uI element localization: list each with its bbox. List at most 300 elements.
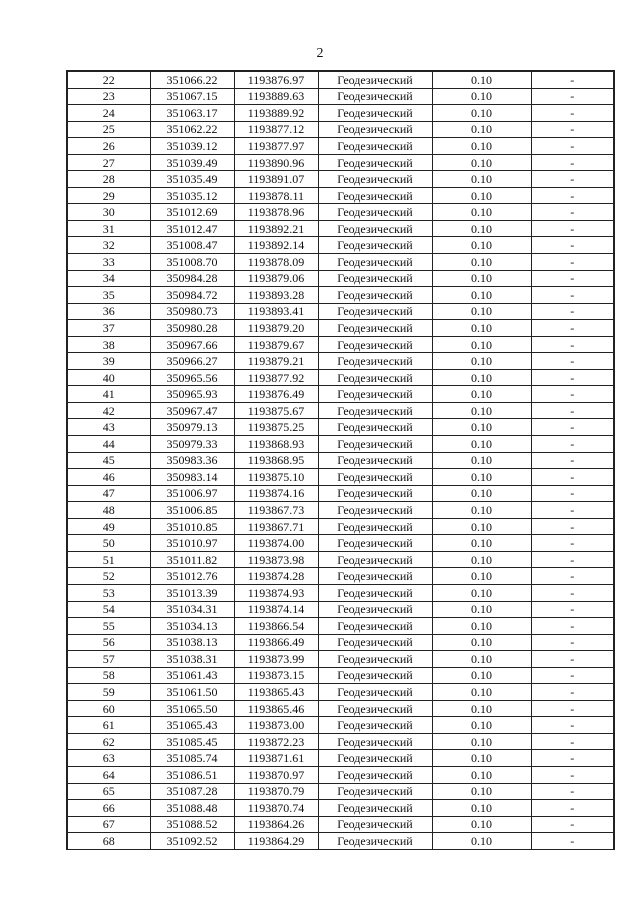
y-coordinate-cell: 1193878.09 [234,254,318,271]
description-cell: - [531,71,614,88]
y-coordinate-cell: 1193893.28 [234,287,318,304]
table-row [67,800,614,817]
method-cell: Геодезический [318,138,432,155]
method-cell: Геодезический [318,502,432,519]
y-coordinate-cell: 1193868.93 [234,436,318,453]
table-row [67,667,614,684]
method-cell: Геодезический [318,287,432,304]
y-coordinate-cell: 1193875.10 [234,469,318,486]
point-number-cell: 48 [67,502,150,519]
method-cell: Геодезический [318,733,432,750]
description-cell: - [531,469,614,486]
accuracy-cell: 0.10 [432,601,531,618]
method-cell: Геодезический [318,88,432,105]
method-cell: Геодезический [318,535,432,552]
y-coordinate-cell: 1193870.74 [234,800,318,817]
y-coordinate-cell: 1193874.14 [234,601,318,618]
accuracy-cell: 0.10 [432,783,531,800]
method-cell: Геодезический [318,436,432,453]
x-coordinate-cell: 351086.51 [150,766,234,783]
accuracy-cell: 0.10 [432,254,531,271]
y-coordinate-cell: 1193878.11 [234,187,318,204]
point-number-cell: 33 [67,254,150,271]
point-number-cell: 38 [67,336,150,353]
description-cell: - [531,684,614,701]
x-coordinate-cell: 351092.52 [150,833,234,850]
point-number-cell: 23 [67,88,150,105]
method-cell: Геодезический [318,336,432,353]
description-cell: - [531,651,614,668]
accuracy-cell: 0.10 [432,220,531,237]
method-cell: Геодезический [318,766,432,783]
method-cell: Геодезический [318,469,432,486]
x-coordinate-cell: 351065.50 [150,700,234,717]
method-cell: Геодезический [318,121,432,138]
point-number-cell: 63 [67,750,150,767]
accuracy-cell: 0.10 [432,369,531,386]
x-coordinate-cell: 351006.85 [150,502,234,519]
table-row [67,502,614,519]
accuracy-cell: 0.10 [432,667,531,684]
x-coordinate-cell: 351061.43 [150,667,234,684]
point-number-cell: 39 [67,353,150,370]
table-row [67,88,614,105]
table-row [67,154,614,171]
point-number-cell: 49 [67,518,150,535]
accuracy-cell: 0.10 [432,187,531,204]
method-cell: Геодезический [318,700,432,717]
point-number-cell: 57 [67,651,150,668]
description-cell: - [531,254,614,271]
y-coordinate-cell: 1193865.46 [234,700,318,717]
table-row [67,287,614,304]
x-coordinate-cell: 351008.47 [150,237,234,254]
accuracy-cell: 0.10 [432,684,531,701]
accuracy-cell: 0.10 [432,469,531,486]
table-row [67,766,614,783]
y-coordinate-cell: 1193873.99 [234,651,318,668]
method-cell: Геодезический [318,386,432,403]
accuracy-cell: 0.10 [432,833,531,850]
x-coordinate-cell: 351061.50 [150,684,234,701]
point-number-cell: 40 [67,369,150,386]
table-row [67,187,614,204]
method-cell: Геодезический [318,369,432,386]
description-cell: - [531,568,614,585]
method-cell: Геодезический [318,204,432,221]
accuracy-cell: 0.10 [432,568,531,585]
x-coordinate-cell: 351006.97 [150,485,234,502]
x-coordinate-cell: 351062.22 [150,121,234,138]
y-coordinate-cell: 1193874.16 [234,485,318,502]
method-cell: Геодезический [318,71,432,88]
x-coordinate-cell: 350980.28 [150,320,234,337]
description-cell: - [531,518,614,535]
description-cell: - [531,171,614,188]
description-cell: - [531,535,614,552]
x-coordinate-cell: 351088.52 [150,816,234,833]
y-coordinate-cell: 1193874.28 [234,568,318,585]
table-row [67,171,614,188]
y-coordinate-cell: 1193874.93 [234,584,318,601]
description-cell: - [531,584,614,601]
point-number-cell: 67 [67,816,150,833]
description-cell: - [531,419,614,436]
description-cell: - [531,551,614,568]
description-cell: - [531,353,614,370]
x-coordinate-cell: 351012.76 [150,568,234,585]
point-number-cell: 65 [67,783,150,800]
y-coordinate-cell: 1193891.07 [234,171,318,188]
table-row [67,833,614,850]
y-coordinate-cell: 1193878.96 [234,204,318,221]
description-cell: - [531,601,614,618]
accuracy-cell: 0.10 [432,816,531,833]
description-cell: - [531,833,614,850]
point-number-cell: 25 [67,121,150,138]
y-coordinate-cell: 1193879.21 [234,353,318,370]
y-coordinate-cell: 1193873.15 [234,667,318,684]
accuracy-cell: 0.10 [432,237,531,254]
table-row [67,220,614,237]
point-number-cell: 50 [67,535,150,552]
method-cell: Геодезический [318,254,432,271]
x-coordinate-cell: 351088.48 [150,800,234,817]
y-coordinate-cell: 1193866.49 [234,634,318,651]
x-coordinate-cell: 350967.47 [150,402,234,419]
accuracy-cell: 0.10 [432,733,531,750]
y-coordinate-cell: 1193876.97 [234,71,318,88]
method-cell: Геодезический [318,584,432,601]
point-number-cell: 30 [67,204,150,221]
y-coordinate-cell: 1193864.26 [234,816,318,833]
accuracy-cell: 0.10 [432,303,531,320]
table-row [67,237,614,254]
method-cell: Геодезический [318,833,432,850]
description-cell: - [531,800,614,817]
x-coordinate-cell: 351065.43 [150,717,234,734]
y-coordinate-cell: 1193873.00 [234,717,318,734]
table-row [67,204,614,221]
method-cell: Геодезический [318,601,432,618]
table-row [67,353,614,370]
method-cell: Геодезический [318,684,432,701]
x-coordinate-cell: 351035.49 [150,171,234,188]
accuracy-cell: 0.10 [432,485,531,502]
method-cell: Геодезический [318,800,432,817]
accuracy-cell: 0.10 [432,121,531,138]
accuracy-cell: 0.10 [432,800,531,817]
point-number-cell: 53 [67,584,150,601]
accuracy-cell: 0.10 [432,336,531,353]
x-coordinate-cell: 351011.82 [150,551,234,568]
description-cell: - [531,336,614,353]
point-number-cell: 24 [67,105,150,122]
point-number-cell: 59 [67,684,150,701]
description-cell: - [531,320,614,337]
accuracy-cell: 0.10 [432,71,531,88]
table-row [67,254,614,271]
x-coordinate-cell: 351035.12 [150,187,234,204]
accuracy-cell: 0.10 [432,204,531,221]
point-number-cell: 41 [67,386,150,403]
table-row [67,71,614,88]
x-coordinate-cell: 351039.12 [150,138,234,155]
table-row [67,601,614,618]
description-cell: - [531,386,614,403]
table-row [67,138,614,155]
accuracy-cell: 0.10 [432,270,531,287]
table-row [67,402,614,419]
y-coordinate-cell: 1193867.73 [234,502,318,519]
table-row [67,369,614,386]
description-cell: - [531,287,614,304]
method-cell: Геодезический [318,320,432,337]
x-coordinate-cell: 351008.70 [150,254,234,271]
point-number-cell: 58 [67,667,150,684]
table-row [67,386,614,403]
method-cell: Геодезический [318,816,432,833]
point-number-cell: 44 [67,436,150,453]
point-number-cell: 62 [67,733,150,750]
accuracy-cell: 0.10 [432,154,531,171]
accuracy-cell: 0.10 [432,750,531,767]
description-cell: - [531,717,614,734]
description-cell: - [531,750,614,767]
x-coordinate-cell: 351067.15 [150,88,234,105]
table-row [67,452,614,469]
method-cell: Геодезический [318,518,432,535]
table-row [67,584,614,601]
x-coordinate-cell: 351087.28 [150,783,234,800]
point-number-cell: 42 [67,402,150,419]
table-row [67,700,614,717]
y-coordinate-cell: 1193877.92 [234,369,318,386]
table-row [67,535,614,552]
table-row [67,568,614,585]
point-number-cell: 56 [67,634,150,651]
y-coordinate-cell: 1193876.49 [234,386,318,403]
x-coordinate-cell: 351012.69 [150,204,234,221]
y-coordinate-cell: 1193870.79 [234,783,318,800]
y-coordinate-cell: 1193873.98 [234,551,318,568]
y-coordinate-cell: 1193892.21 [234,220,318,237]
x-coordinate-cell: 350984.28 [150,270,234,287]
method-cell: Геодезический [318,105,432,122]
y-coordinate-cell: 1193890.96 [234,154,318,171]
method-cell: Геодезический [318,651,432,668]
description-cell: - [531,634,614,651]
point-number-cell: 36 [67,303,150,320]
accuracy-cell: 0.10 [432,535,531,552]
description-cell: - [531,502,614,519]
point-number-cell: 61 [67,717,150,734]
y-coordinate-cell: 1193879.06 [234,270,318,287]
description-cell: - [531,485,614,502]
table-row [67,750,614,767]
method-cell: Геодезический [318,667,432,684]
x-coordinate-cell: 350966.27 [150,353,234,370]
point-number-cell: 60 [67,700,150,717]
y-coordinate-cell: 1193864.29 [234,833,318,850]
x-coordinate-cell: 351066.22 [150,71,234,88]
table-row [67,105,614,122]
point-number-cell: 31 [67,220,150,237]
table-row [67,336,614,353]
y-coordinate-cell: 1193872.23 [234,733,318,750]
x-coordinate-cell: 350965.56 [150,369,234,386]
table-row [67,419,614,436]
table-row [67,436,614,453]
description-cell: - [531,783,614,800]
table-row [67,651,614,668]
accuracy-cell: 0.10 [432,386,531,403]
description-cell: - [531,187,614,204]
y-coordinate-cell: 1193877.12 [234,121,318,138]
method-cell: Геодезический [318,783,432,800]
x-coordinate-cell: 350967.66 [150,336,234,353]
accuracy-cell: 0.10 [432,700,531,717]
description-cell: - [531,204,614,221]
method-cell: Геодезический [318,485,432,502]
accuracy-cell: 0.10 [432,717,531,734]
table-row [67,320,614,337]
table-row [67,270,614,287]
y-coordinate-cell: 1193893.41 [234,303,318,320]
accuracy-cell: 0.10 [432,634,531,651]
x-coordinate-cell: 351012.47 [150,220,234,237]
table-row [67,303,614,320]
x-coordinate-cell: 351013.39 [150,584,234,601]
x-coordinate-cell: 351010.85 [150,518,234,535]
y-coordinate-cell: 1193867.71 [234,518,318,535]
description-cell: - [531,402,614,419]
accuracy-cell: 0.10 [432,518,531,535]
x-coordinate-cell: 351063.17 [150,105,234,122]
x-coordinate-cell: 350983.36 [150,452,234,469]
point-number-cell: 32 [67,237,150,254]
method-cell: Геодезический [318,634,432,651]
description-cell: - [531,766,614,783]
x-coordinate-cell: 350979.13 [150,419,234,436]
description-cell: - [531,121,614,138]
method-cell: Геодезический [318,270,432,287]
point-number-cell: 26 [67,138,150,155]
accuracy-cell: 0.10 [432,402,531,419]
accuracy-cell: 0.10 [432,436,531,453]
description-cell: - [531,220,614,237]
table-row [67,634,614,651]
point-number-cell: 68 [67,833,150,850]
method-cell: Геодезический [318,419,432,436]
method-cell: Геодезический [318,568,432,585]
table-row [67,518,614,535]
point-number-cell: 28 [67,171,150,188]
y-coordinate-cell: 1193892.14 [234,237,318,254]
point-number-cell: 35 [67,287,150,304]
y-coordinate-cell: 1193875.67 [234,402,318,419]
method-cell: Геодезический [318,237,432,254]
point-number-cell: 34 [67,270,150,287]
y-coordinate-cell: 1193865.43 [234,684,318,701]
y-coordinate-cell: 1193868.95 [234,452,318,469]
y-coordinate-cell: 1193879.67 [234,336,318,353]
y-coordinate-cell: 1193889.63 [234,88,318,105]
point-number-cell: 45 [67,452,150,469]
x-coordinate-cell: 351038.13 [150,634,234,651]
accuracy-cell: 0.10 [432,320,531,337]
x-coordinate-cell: 351034.13 [150,618,234,635]
description-cell: - [531,237,614,254]
point-number-cell: 54 [67,601,150,618]
x-coordinate-cell: 350980.73 [150,303,234,320]
method-cell: Геодезический [318,452,432,469]
description-cell: - [531,700,614,717]
accuracy-cell: 0.10 [432,618,531,635]
method-cell: Геодезический [318,187,432,204]
x-coordinate-cell: 351010.97 [150,535,234,552]
accuracy-cell: 0.10 [432,502,531,519]
point-number-cell: 43 [67,419,150,436]
description-cell: - [531,618,614,635]
point-number-cell: 51 [67,551,150,568]
description-cell: - [531,816,614,833]
method-cell: Геодезический [318,551,432,568]
y-coordinate-cell: 1193877.97 [234,138,318,155]
y-coordinate-cell: 1193870.97 [234,766,318,783]
coordinates-table [66,70,615,850]
x-coordinate-cell: 350965.93 [150,386,234,403]
accuracy-cell: 0.10 [432,353,531,370]
accuracy-cell: 0.10 [432,419,531,436]
table-row [67,551,614,568]
point-number-cell: 55 [67,618,150,635]
table-row [67,783,614,800]
point-number-cell: 22 [67,71,150,88]
accuracy-cell: 0.10 [432,105,531,122]
accuracy-cell: 0.10 [432,584,531,601]
method-cell: Геодезический [318,154,432,171]
method-cell: Геодезический [318,618,432,635]
description-cell: - [531,154,614,171]
y-coordinate-cell: 1193875.25 [234,419,318,436]
description-cell: - [531,105,614,122]
x-coordinate-cell: 351038.31 [150,651,234,668]
table-row [67,733,614,750]
description-cell: - [531,369,614,386]
point-number-cell: 66 [67,800,150,817]
point-number-cell: 37 [67,320,150,337]
y-coordinate-cell: 1193866.54 [234,618,318,635]
x-coordinate-cell: 350979.33 [150,436,234,453]
accuracy-cell: 0.10 [432,138,531,155]
accuracy-cell: 0.10 [432,651,531,668]
method-cell: Геодезический [318,750,432,767]
point-number-cell: 64 [67,766,150,783]
method-cell: Геодезический [318,220,432,237]
page-number: 2 [316,46,324,61]
description-cell: - [531,270,614,287]
method-cell: Геодезический [318,402,432,419]
description-cell: - [531,733,614,750]
table-row [67,485,614,502]
table-row [67,469,614,486]
point-number-cell: 29 [67,187,150,204]
method-cell: Геодезический [318,303,432,320]
x-coordinate-cell: 351085.45 [150,733,234,750]
point-number-cell: 52 [67,568,150,585]
table-row [67,121,614,138]
